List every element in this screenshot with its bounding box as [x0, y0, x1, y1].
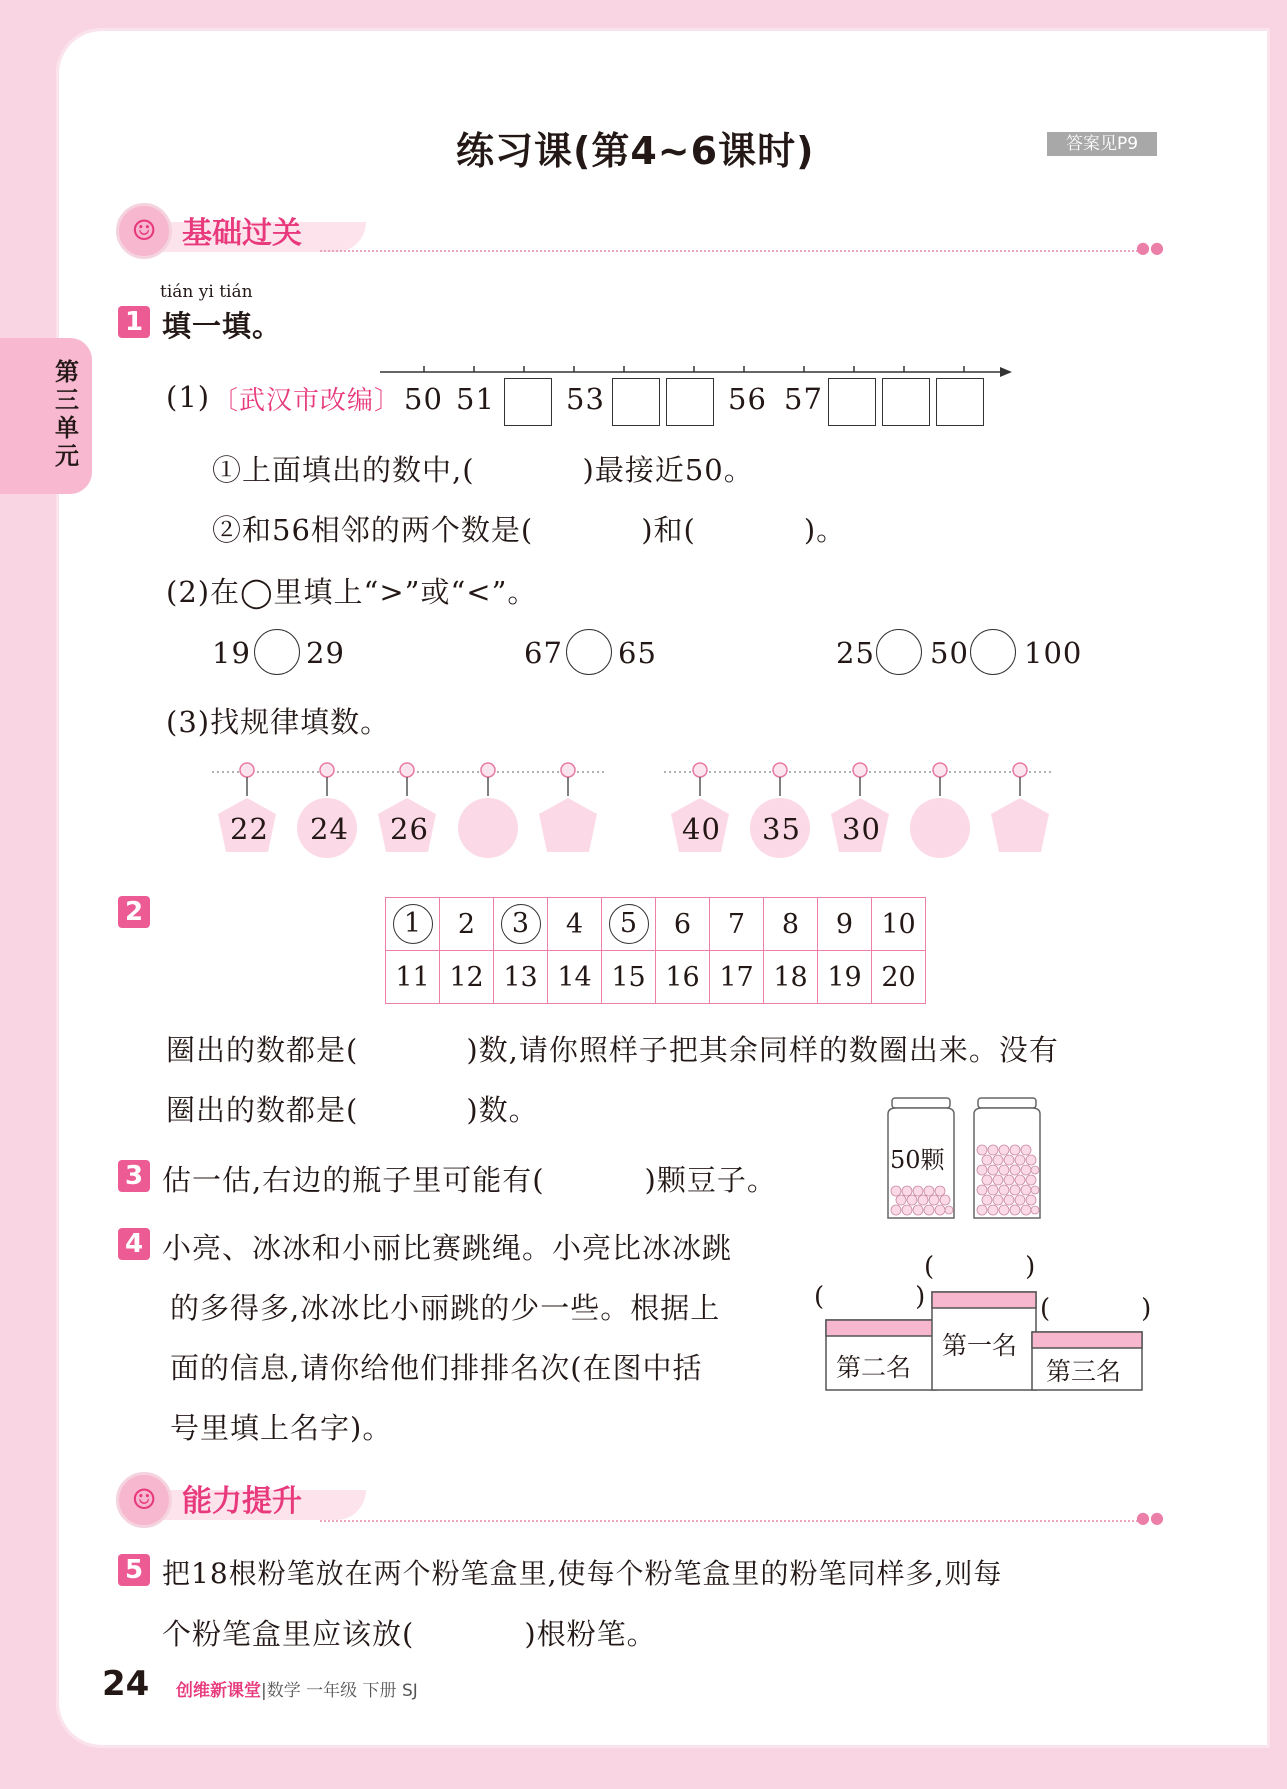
page-number: 24	[102, 1664, 150, 1704]
question-1-title: 填一填。	[162, 309, 283, 343]
answer-box[interactable]	[612, 378, 660, 426]
jar-label: 50颗	[890, 1146, 945, 1174]
grid-cell[interactable]: 20	[872, 951, 926, 1004]
answer-reference-badge: 答案见P9	[1047, 132, 1157, 156]
grid-cell[interactable]: 1	[386, 898, 440, 951]
pattern-blank[interactable]	[470, 800, 526, 856]
question-3-text: 估一估,右边的瓶子里可能有( )颗豆子。	[162, 1163, 777, 1197]
grid-cell[interactable]: 15	[602, 951, 656, 1004]
grid-cell[interactable]: 7	[710, 898, 764, 951]
question-2-text-2: 圈出的数都是( )数。	[166, 1093, 539, 1127]
podium-paren-third[interactable]: ( )	[1040, 1294, 1153, 1324]
compare-circle[interactable]	[876, 629, 922, 675]
podium-first-label: 第一名	[942, 1331, 1018, 1360]
footer-brand: 创维新课堂|数学 一年级 下册 SJ	[176, 1681, 418, 1701]
part-3-instruction: (3)找规律填数。	[166, 705, 391, 739]
compare-number: 50	[930, 636, 969, 670]
source-note: 〔武汉市改编〕	[212, 386, 402, 416]
grid-cell[interactable]: 13	[494, 951, 548, 1004]
grid-cell[interactable]: 12	[440, 951, 494, 1004]
answer-box[interactable]	[882, 378, 930, 426]
pattern-value: 24	[310, 812, 349, 846]
unit-label: 第三单元	[55, 358, 79, 470]
question-number-5: 5	[118, 1554, 150, 1586]
grid-cell[interactable]: 3	[494, 898, 548, 951]
number-line-label: 53	[566, 382, 605, 416]
pattern-value: 30	[842, 812, 881, 846]
answer-box[interactable]	[666, 378, 714, 426]
compare-number: 65	[618, 636, 657, 670]
grid-cell[interactable]: 11	[386, 951, 440, 1004]
question-2-text-1: 圈出的数都是( )数,请你照样子把其余同样的数圈出来。没有	[166, 1033, 1059, 1067]
question-number-4: 4	[118, 1228, 150, 1260]
unit-side-tab	[0, 338, 92, 494]
pinyin-annotation: tián yi tián	[160, 282, 253, 302]
question-4-line: 面的信息,请你给他们排排名次(在图中括	[170, 1351, 703, 1385]
number-line-label: 51	[456, 382, 495, 416]
grid-cell[interactable]: 8	[764, 898, 818, 951]
compare-number: 29	[306, 636, 345, 670]
section-divider	[320, 250, 1138, 252]
page-title: 练习课(第4~6课时)	[456, 129, 815, 173]
compare-number: 19	[212, 636, 251, 670]
pattern-value: 35	[762, 812, 801, 846]
compare-circle[interactable]	[254, 629, 300, 675]
compare-number: 67	[524, 636, 563, 670]
grid-cell[interactable]: 16	[656, 951, 710, 1004]
section-divider	[320, 1520, 1138, 1522]
grid-cell[interactable]: 2	[440, 898, 494, 951]
number-line-label: 56	[728, 382, 767, 416]
compare-circle[interactable]	[970, 629, 1016, 675]
question-number-2: 2	[118, 896, 150, 928]
grid-cell[interactable]: 4	[548, 898, 602, 951]
question-4-line: 小亮、冰冰和小丽比赛跳绳。小亮比冰冰跳	[162, 1231, 733, 1265]
section-title-advanced: 能力提升	[182, 1484, 302, 1519]
question-5-line: 把18根粉笔放在两个粉笔盒里,使每个粉笔盒里的粉笔同样多,则每	[162, 1557, 1003, 1590]
question-4-line: 的多得多,冰冰比小丽跳的少一些。根据上	[170, 1291, 721, 1325]
grid-cell[interactable]: 18	[764, 951, 818, 1004]
pattern-blank[interactable]	[550, 800, 606, 856]
number-grid	[385, 897, 926, 1004]
part-2-instruction: (2)在◯里填上“>”或“<”。	[166, 575, 538, 609]
grid-cell[interactable]: 10	[872, 898, 926, 951]
mascot-icon: ☺	[116, 1472, 172, 1528]
grid-cell[interactable]: 9	[818, 898, 872, 951]
pattern-value: 22	[230, 812, 269, 846]
compare-number: 25	[836, 636, 875, 670]
question-number-3: 3	[118, 1160, 150, 1192]
number-line-label: 50	[404, 382, 443, 416]
pattern-value: 26	[390, 812, 429, 846]
question-4-line: 号里填上名字)。	[170, 1411, 393, 1445]
grid-cell[interactable]: 14	[548, 951, 602, 1004]
grid-cell[interactable]: 17	[710, 951, 764, 1004]
podium-paren-second[interactable]: ( )	[814, 1282, 927, 1312]
compare-number: 100	[1024, 636, 1083, 670]
compare-circle[interactable]	[566, 629, 612, 675]
number-line-label: 57	[784, 382, 823, 416]
dots-decoration: ●●	[1136, 238, 1164, 257]
part-label-1: (1)	[166, 380, 211, 414]
podium-paren-first[interactable]: ( )	[924, 1252, 1037, 1282]
dots-decoration: ●●	[1136, 1508, 1164, 1527]
question-5-line-2: 个粉笔盒里应该放( )根粉笔。	[162, 1617, 657, 1651]
grid-cell[interactable]: 6	[656, 898, 710, 951]
podium-third-label: 第三名	[1046, 1357, 1122, 1386]
pattern-blank[interactable]	[912, 800, 968, 856]
sub-question-1: ①上面填出的数中,( )最接近50。	[212, 453, 754, 487]
podium-second-label: 第二名	[836, 1353, 912, 1382]
grid-cell[interactable]: 5	[602, 898, 656, 951]
answer-box[interactable]	[936, 378, 984, 426]
pattern-blank[interactable]	[992, 800, 1048, 856]
question-number-1: 1	[118, 306, 150, 338]
sub-question-2: ②和56相邻的两个数是( )和( )。	[212, 513, 847, 547]
grid-cell[interactable]: 19	[818, 951, 872, 1004]
section-title-basic: 基础过关	[182, 216, 302, 251]
mascot-icon: ☺	[116, 203, 172, 259]
answer-box[interactable]	[828, 378, 876, 426]
pattern-value: 40	[682, 812, 721, 846]
answer-box[interactable]	[504, 378, 552, 426]
